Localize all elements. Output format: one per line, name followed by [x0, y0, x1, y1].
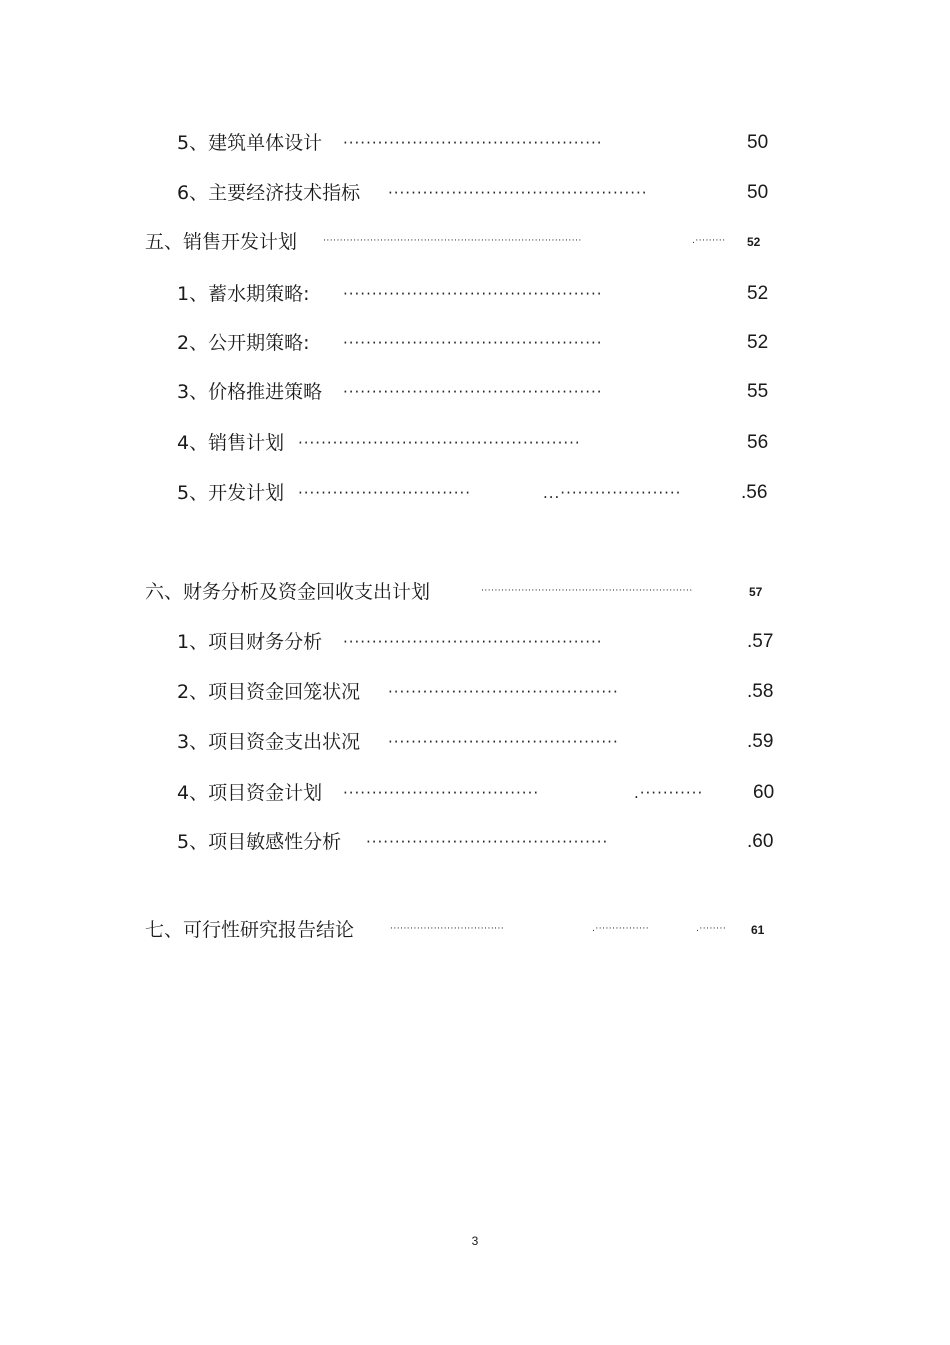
toc-leader: ·············································	[343, 285, 603, 303]
toc-leader: ·············································	[343, 334, 603, 352]
toc-leader: ·············································	[388, 184, 648, 202]
toc-leader: ········································	[388, 683, 619, 701]
toc-leader: .···········	[634, 784, 704, 802]
toc-entry[interactable]	[0, 727, 950, 757]
toc-entry-label: 3、项目资金支出状况	[177, 731, 361, 753]
toc-page-number: 57	[749, 585, 763, 599]
toc-entry[interactable]	[0, 915, 950, 945]
toc-leader: ·············································	[343, 383, 603, 401]
toc-entry[interactable]	[0, 279, 950, 309]
toc-entry-label: 1、蓄水期策略:	[177, 283, 310, 305]
toc-entry-label: 七、可行性研究报告结论	[145, 919, 355, 941]
toc-leader: ·······························································	[481, 586, 693, 596]
toc-page-number: 61	[751, 923, 765, 937]
toc-page-number: .57	[747, 631, 774, 652]
page-number: 3	[471, 1234, 479, 1248]
toc-page-number: 56	[747, 432, 769, 453]
toc-entry[interactable]	[0, 677, 950, 707]
toc-entry-label: 5、建筑单体设计	[177, 132, 323, 154]
toc-entry-label: 2、项目资金回笼状况	[177, 681, 361, 703]
toc-page-number: 52	[747, 235, 761, 249]
toc-entry[interactable]	[0, 478, 950, 508]
toc-page-number: .56	[741, 482, 768, 503]
toc-leader: .·········	[692, 236, 726, 246]
toc-entry[interactable]	[0, 128, 950, 158]
toc-entry-label: 4、销售计划	[177, 432, 285, 454]
toc-page-number: .59	[747, 731, 774, 752]
toc-page-number: 60	[753, 782, 775, 803]
toc-page-number: 50	[747, 182, 769, 203]
toc-entry[interactable]	[0, 377, 950, 407]
toc-entry[interactable]	[0, 328, 950, 358]
toc-page-number: 50	[747, 132, 769, 153]
toc-page-number: 52	[747, 332, 769, 353]
toc-leader: .········	[696, 924, 727, 934]
toc-leader: ·············································································	[323, 236, 582, 246]
toc-entry-label: 六、财务分析及资金回收支出计划	[145, 581, 431, 603]
toc-entry-label: 五、销售开发计划	[145, 231, 298, 253]
toc-leader: ··································	[390, 924, 505, 934]
toc-page-number: .58	[747, 681, 774, 702]
toc-entry-label: 1、项目财务分析	[177, 631, 323, 653]
toc-entry-label: 6、主要经济技术指标	[177, 182, 361, 204]
toc-page-number: 52	[747, 283, 769, 304]
toc-entry[interactable]	[0, 178, 950, 208]
toc-leader: ·············································	[343, 134, 603, 152]
toc-entry-label: 3、价格推进策略	[177, 381, 323, 403]
toc-leader: ········································	[388, 733, 619, 751]
toc-page-number: .60	[747, 831, 774, 852]
toc-entry[interactable]	[0, 227, 950, 257]
toc-leader: ·············································	[343, 633, 603, 651]
toc-entry-label: 4、项目资金计划	[177, 782, 323, 804]
toc-page-number: 55	[747, 381, 769, 402]
toc-leader: ··································	[343, 784, 540, 802]
toc-leader: ··········································	[366, 833, 609, 851]
toc-entry-label: 2、公开期策略:	[177, 332, 310, 354]
toc-entry[interactable]	[0, 627, 950, 657]
toc-leader: ...·····················	[543, 484, 682, 502]
toc-entry[interactable]	[0, 577, 950, 607]
toc-entry[interactable]	[0, 778, 950, 808]
toc-leader: ······························	[298, 484, 472, 502]
toc-entry-label: 5、项目敏感性分析	[177, 831, 342, 853]
toc-entry[interactable]	[0, 827, 950, 857]
toc-entry-label: 5、开发计划	[177, 482, 285, 504]
toc-leader: .················	[592, 924, 650, 934]
toc-entry[interactable]	[0, 428, 950, 458]
toc-leader: ·················································	[298, 434, 581, 452]
